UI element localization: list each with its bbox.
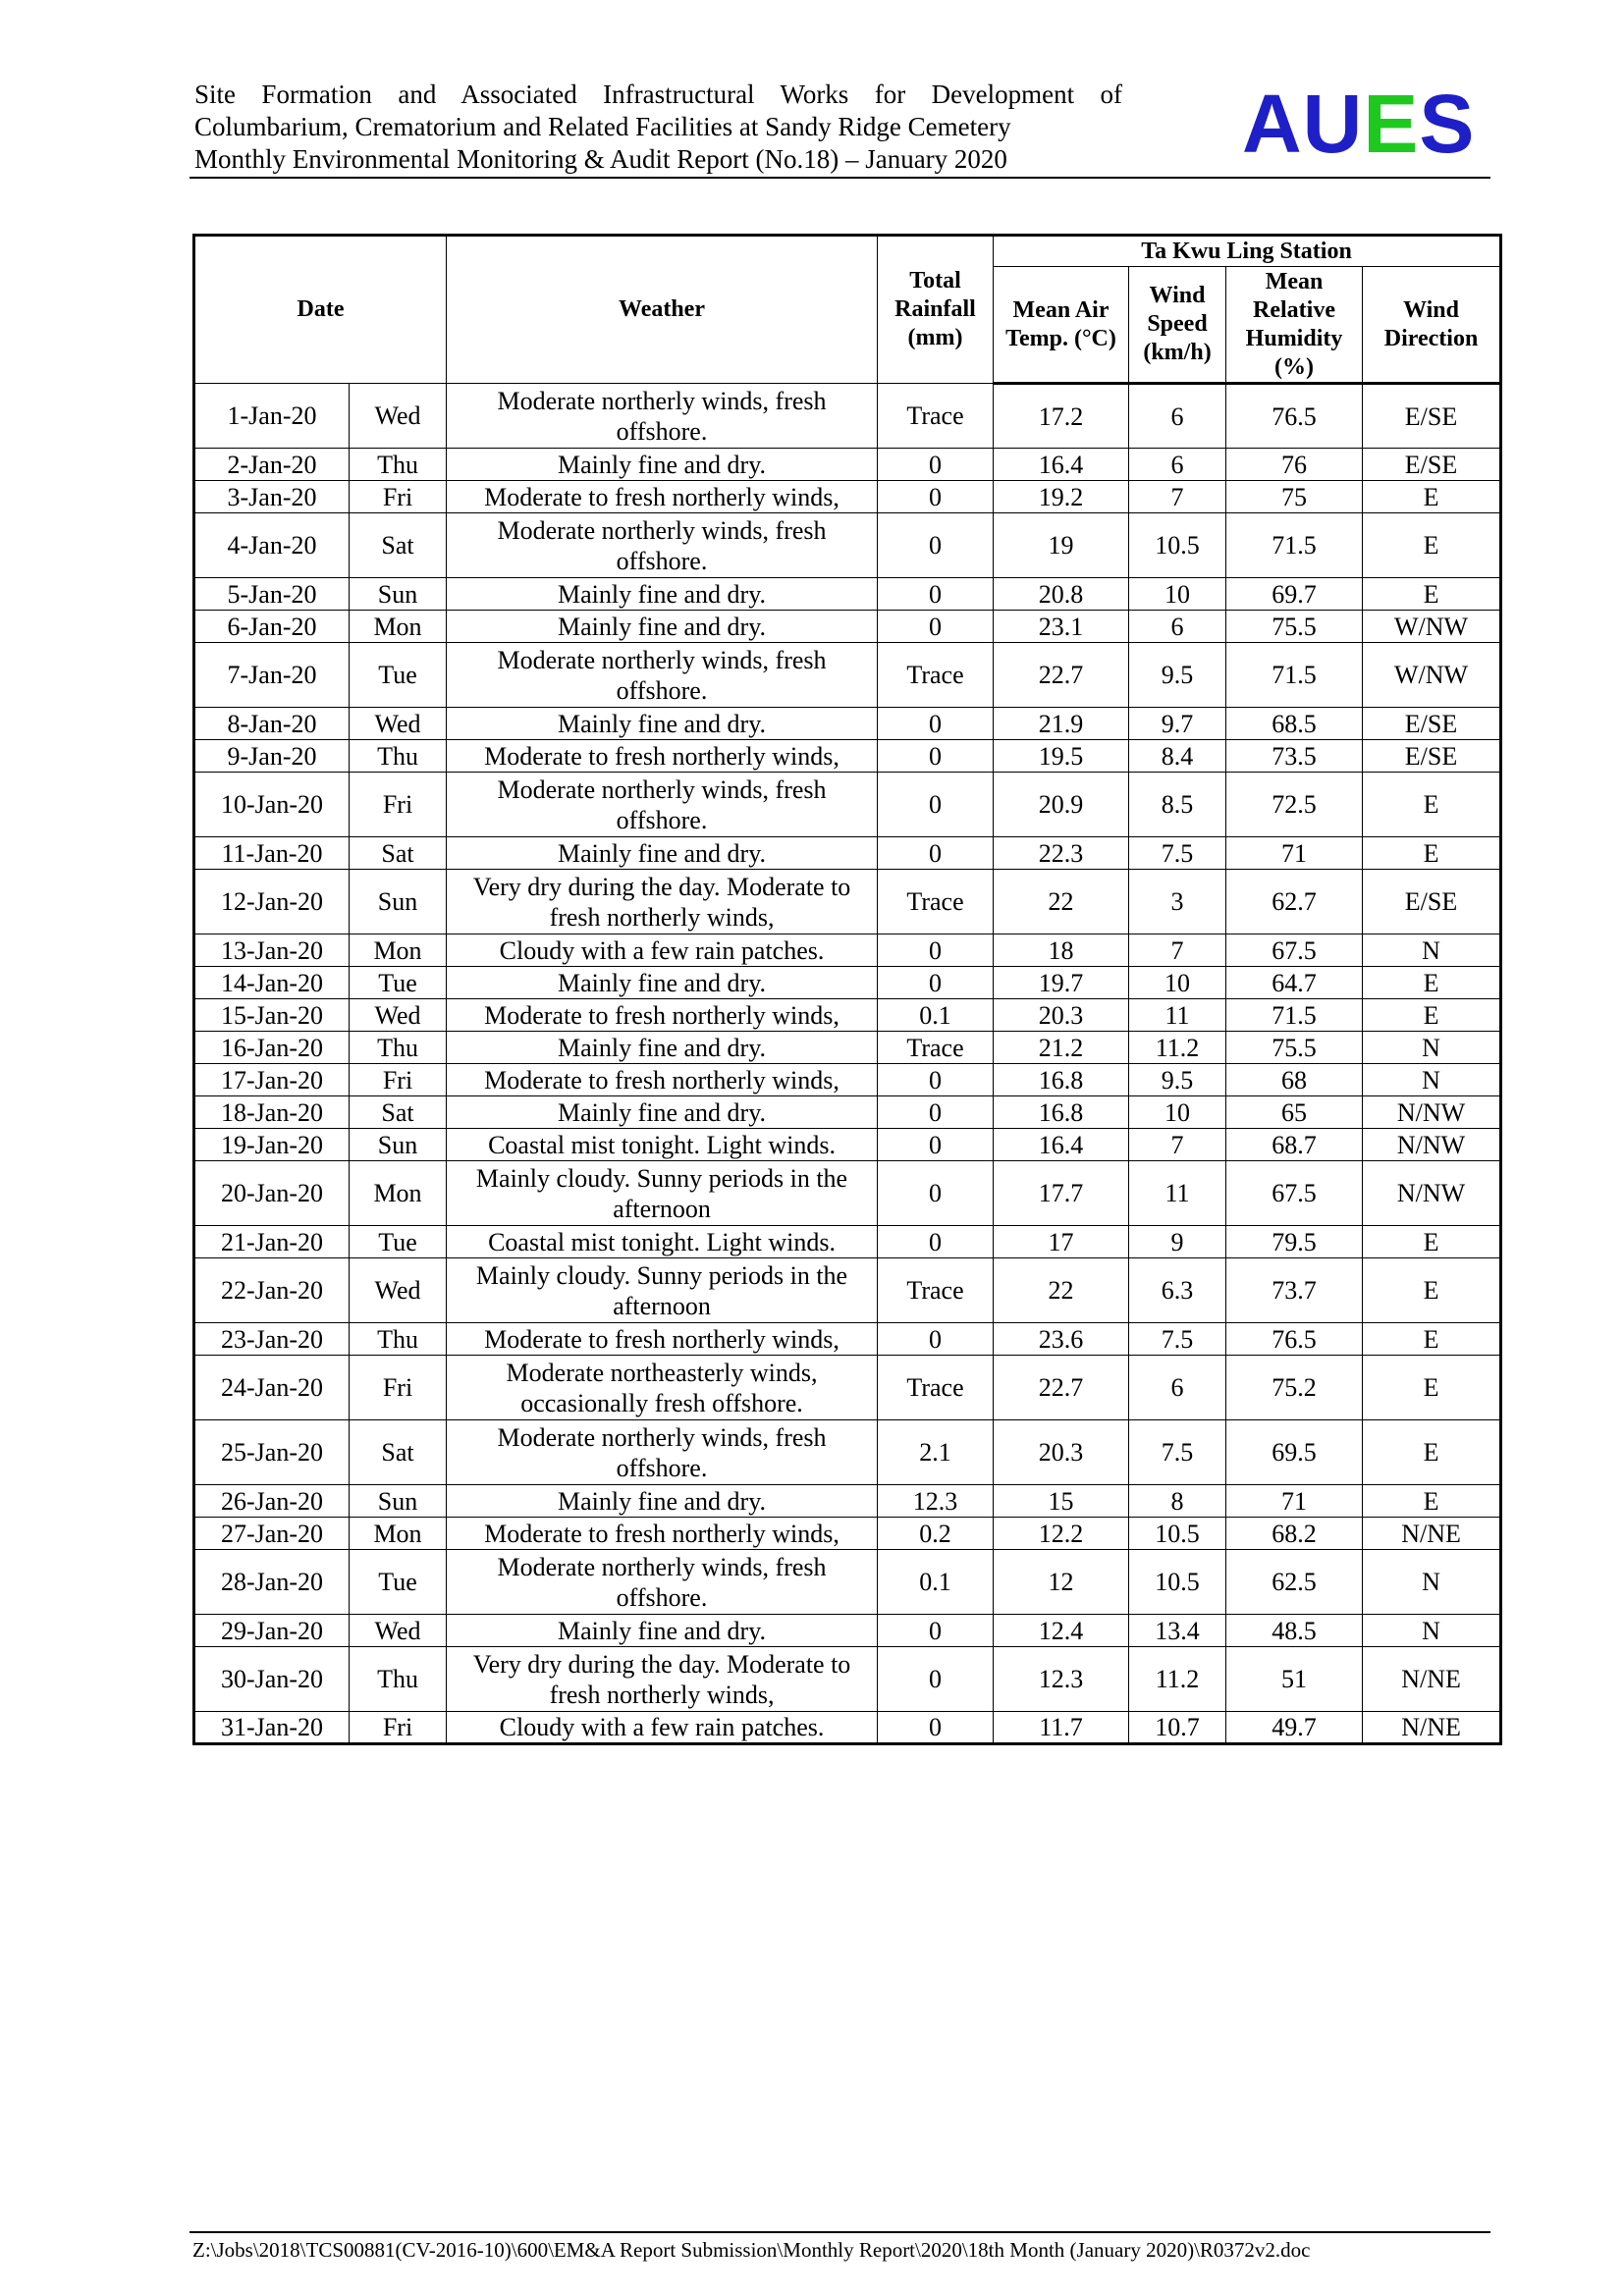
cell-date: 27-Jan-20 (194, 1518, 350, 1550)
cell-wind-direction: E (1363, 1356, 1501, 1420)
cell-temp: 16.4 (994, 1129, 1129, 1161)
header-rainfall: Total Rainfall (mm) (878, 236, 994, 384)
cell-wind-direction: E/SE (1363, 708, 1501, 740)
cell-humidity: 75 (1226, 481, 1363, 513)
table-row (194, 1161, 1501, 1226)
cell-wind-speed: 10 (1129, 967, 1226, 999)
cell-wind-speed: 10.5 (1129, 1550, 1226, 1615)
cell-temp: 18 (994, 934, 1129, 967)
cell-temp: 16.8 (994, 1064, 1129, 1096)
cell-wind-speed: 8 (1129, 1485, 1226, 1518)
cell-wind-speed: 9.5 (1129, 643, 1226, 708)
cell-temp: 11.7 (994, 1712, 1129, 1744)
cell-day: Fri (350, 1356, 447, 1420)
cell-date: 15-Jan-20 (194, 999, 350, 1032)
cell-day: Tue (350, 967, 447, 999)
cell-wind-direction: E (1363, 773, 1501, 837)
cell-rainfall: 0 (878, 1226, 994, 1258)
cell-temp: 22 (994, 1258, 1129, 1323)
cell-rainfall: 0 (878, 1096, 994, 1129)
footer-file-path: Z:\Jobs\2018\TCS00881(CV-2016-10)\600\EM&A Report Submission\Monthly Report\2020\18th Month (January 2020)\R0372v2.doc (192, 2238, 1311, 2262)
cell-day: Sun (350, 578, 447, 611)
cell-weather: Moderate northerly winds, fresh offshore. (447, 384, 878, 449)
cell-wind-direction: E (1363, 481, 1501, 513)
table-row (194, 1096, 1501, 1129)
cell-weather: Mainly cloudy. Sunny periods in the afternoon (447, 1258, 878, 1323)
cell-humidity: 73.7 (1226, 1258, 1363, 1323)
cell-wind-direction: N (1363, 1615, 1501, 1647)
cell-weather: Moderate northerly winds, fresh offshore. (447, 513, 878, 578)
cell-rainfall: 0 (878, 740, 994, 773)
table-row (194, 870, 1501, 934)
cell-wind-speed: 10 (1129, 1096, 1226, 1129)
cell-wind-direction: W/NW (1363, 611, 1501, 643)
cell-date: 14-Jan-20 (194, 967, 350, 999)
cell-weather: Mainly fine and dry. (447, 449, 878, 481)
cell-rainfall: 0 (878, 1615, 994, 1647)
cell-wind-speed: 10.7 (1129, 1712, 1226, 1744)
table-row (194, 967, 1501, 999)
cell-weather: Moderate northerly winds, fresh offshore. (447, 1550, 878, 1615)
cell-humidity: 75.5 (1226, 1032, 1363, 1064)
cell-humidity: 72.5 (1226, 773, 1363, 837)
cell-day: Thu (350, 1647, 447, 1712)
cell-humidity: 65 (1226, 1096, 1363, 1129)
cell-weather: Mainly fine and dry. (447, 1615, 878, 1647)
header-line-1: Site Formation and Associated Infrastructural Works for Development of (194, 80, 1122, 109)
cell-weather: Moderate to fresh northerly winds, (447, 1064, 878, 1096)
table-row (194, 1712, 1501, 1744)
logo-part-1: AU (1242, 78, 1364, 170)
cell-rainfall: 2.1 (878, 1420, 994, 1485)
cell-humidity: 48.5 (1226, 1615, 1363, 1647)
cell-rainfall: 0 (878, 967, 994, 999)
cell-date: 17-Jan-20 (194, 1064, 350, 1096)
cell-humidity: 76 (1226, 449, 1363, 481)
cell-weather: Moderate northerly winds, fresh offshore. (447, 643, 878, 708)
cell-weather: Cloudy with a few rain patches. (447, 934, 878, 967)
cell-wind-direction: E (1363, 837, 1501, 870)
cell-date: 24-Jan-20 (194, 1356, 350, 1420)
cell-temp: 21.9 (994, 708, 1129, 740)
cell-wind-direction: E/SE (1363, 384, 1501, 449)
cell-wind-direction: E/SE (1363, 740, 1501, 773)
cell-wind-speed: 7.5 (1129, 837, 1226, 870)
table-row (194, 1129, 1501, 1161)
table-row (194, 481, 1501, 513)
cell-humidity: 75.2 (1226, 1356, 1363, 1420)
cell-rainfall: 0 (878, 1064, 994, 1096)
cell-date: 31-Jan-20 (194, 1712, 350, 1744)
cell-weather: Very dry during the day. Moderate to fresh northerly winds, (447, 1647, 878, 1712)
cell-temp: 16.8 (994, 1096, 1129, 1129)
cell-day: Wed (350, 708, 447, 740)
cell-wind-speed: 8.4 (1129, 740, 1226, 773)
cell-date: 30-Jan-20 (194, 1647, 350, 1712)
cell-wind-speed: 8.5 (1129, 773, 1226, 837)
cell-temp: 22.7 (994, 1356, 1129, 1420)
cell-weather: Moderate to fresh northerly winds, (447, 481, 878, 513)
cell-date: 10-Jan-20 (194, 773, 350, 837)
cell-date: 7-Jan-20 (194, 643, 350, 708)
table-row (194, 1647, 1501, 1712)
cell-wind-direction: N (1363, 1064, 1501, 1096)
cell-wind-direction: E (1363, 578, 1501, 611)
cell-date: 23-Jan-20 (194, 1323, 350, 1356)
cell-rainfall: Trace (878, 1258, 994, 1323)
cell-weather: Mainly fine and dry. (447, 1032, 878, 1064)
cell-day: Tue (350, 643, 447, 708)
cell-date: 12-Jan-20 (194, 870, 350, 934)
cell-weather: Moderate to fresh northerly winds, (447, 1518, 878, 1550)
cell-date: 19-Jan-20 (194, 1129, 350, 1161)
cell-wind-direction: N/NE (1363, 1518, 1501, 1550)
cell-rainfall: Trace (878, 870, 994, 934)
cell-date: 20-Jan-20 (194, 1161, 350, 1226)
cell-weather: Mainly fine and dry. (447, 708, 878, 740)
cell-rainfall: 0 (878, 1323, 994, 1356)
cell-weather: Coastal mist tonight. Light winds. (447, 1129, 878, 1161)
cell-wind-speed: 9 (1129, 1226, 1226, 1258)
table-row (194, 1518, 1501, 1550)
table-row (194, 1485, 1501, 1518)
cell-date: 11-Jan-20 (194, 837, 350, 870)
table-row (194, 384, 1501, 449)
cell-wind-speed: 10 (1129, 578, 1226, 611)
table-row (194, 1258, 1501, 1323)
cell-rainfall: 0 (878, 449, 994, 481)
cell-day: Thu (350, 1032, 447, 1064)
cell-rainfall: Trace (878, 1032, 994, 1064)
cell-day: Sat (350, 513, 447, 578)
cell-rainfall: 0 (878, 1161, 994, 1226)
cell-temp: 19.5 (994, 740, 1129, 773)
cell-rainfall: 0 (878, 1647, 994, 1712)
cell-wind-speed: 6 (1129, 449, 1226, 481)
cell-day: Sun (350, 1129, 447, 1161)
cell-weather: Moderate northerly winds, fresh offshore. (447, 773, 878, 837)
table-row (194, 1226, 1501, 1258)
cell-temp: 23.6 (994, 1323, 1129, 1356)
cell-temp: 22.3 (994, 837, 1129, 870)
cell-day: Wed (350, 999, 447, 1032)
table-row (194, 708, 1501, 740)
cell-day: Tue (350, 1550, 447, 1615)
cell-date: 4-Jan-20 (194, 513, 350, 578)
cell-temp: 17 (994, 1226, 1129, 1258)
cell-rainfall: 0.1 (878, 999, 994, 1032)
cell-humidity: 69.7 (1226, 578, 1363, 611)
cell-humidity: 67.5 (1226, 1161, 1363, 1226)
cell-day: Sat (350, 1420, 447, 1485)
cell-rainfall: 0 (878, 773, 994, 837)
cell-weather: Very dry during the day. Moderate to fresh northerly winds, (447, 870, 878, 934)
cell-humidity: 62.5 (1226, 1550, 1363, 1615)
cell-humidity: 49.7 (1226, 1712, 1363, 1744)
cell-day: Sat (350, 1096, 447, 1129)
cell-temp: 20.3 (994, 999, 1129, 1032)
weather-data-table (192, 234, 1502, 1745)
table-row (194, 934, 1501, 967)
cell-humidity: 71.5 (1226, 999, 1363, 1032)
cell-humidity: 76.5 (1226, 384, 1363, 449)
table-row (194, 1323, 1501, 1356)
cell-rainfall: Trace (878, 643, 994, 708)
cell-date: 25-Jan-20 (194, 1420, 350, 1485)
cell-temp: 17.7 (994, 1161, 1129, 1226)
cell-wind-direction: N/NE (1363, 1647, 1501, 1712)
table-row (194, 578, 1501, 611)
cell-temp: 21.2 (994, 1032, 1129, 1064)
cell-temp: 12.2 (994, 1518, 1129, 1550)
cell-wind-speed: 9.5 (1129, 1064, 1226, 1096)
cell-wind-direction: N/NW (1363, 1129, 1501, 1161)
cell-humidity: 76.5 (1226, 1323, 1363, 1356)
cell-humidity: 62.7 (1226, 870, 1363, 934)
cell-weather: Mainly fine and dry. (447, 1096, 878, 1129)
cell-day: Mon (350, 611, 447, 643)
cell-wind-speed: 11 (1129, 1161, 1226, 1226)
cell-day: Thu (350, 740, 447, 773)
cell-rainfall: 0.1 (878, 1550, 994, 1615)
cell-date: 26-Jan-20 (194, 1485, 350, 1518)
cell-wind-direction: N/NW (1363, 1161, 1501, 1226)
cell-wind-direction: E (1363, 1258, 1501, 1323)
cell-humidity: 67.5 (1226, 934, 1363, 967)
header-wind-speed: Wind Speed (km/h) (1129, 267, 1226, 384)
cell-date: 5-Jan-20 (194, 578, 350, 611)
cell-wind-speed: 7 (1129, 1129, 1226, 1161)
cell-date: 2-Jan-20 (194, 449, 350, 481)
table-row (194, 1032, 1501, 1064)
cell-weather: Mainly fine and dry. (447, 1485, 878, 1518)
cell-humidity: 71 (1226, 1485, 1363, 1518)
cell-rainfall: 0.2 (878, 1518, 994, 1550)
cell-wind-direction: E/SE (1363, 870, 1501, 934)
cell-day: Fri (350, 773, 447, 837)
cell-rainfall: 0 (878, 1712, 994, 1744)
cell-temp: 20.8 (994, 578, 1129, 611)
cell-weather: Moderate northerly winds, fresh offshore. (447, 1420, 878, 1485)
header-wind-direction: Wind Direction (1363, 267, 1501, 384)
header-line-2: Columbarium, Crematorium and Related Facilities at Sandy Ridge Cemetery (194, 112, 1011, 141)
cell-weather: Moderate to fresh northerly winds, (447, 740, 878, 773)
header-line-3: Monthly Environmental Monitoring & Audit Report (No.18) – January 2020 (194, 144, 1007, 174)
table-row (194, 740, 1501, 773)
cell-wind-direction: E (1363, 1323, 1501, 1356)
cell-temp: 19.2 (994, 481, 1129, 513)
cell-day: Fri (350, 1712, 447, 1744)
cell-day: Wed (350, 1615, 447, 1647)
cell-date: 1-Jan-20 (194, 384, 350, 449)
cell-date: 22-Jan-20 (194, 1258, 350, 1323)
cell-date: 18-Jan-20 (194, 1096, 350, 1129)
cell-humidity: 68.2 (1226, 1518, 1363, 1550)
cell-date: 6-Jan-20 (194, 611, 350, 643)
cell-day: Sat (350, 837, 447, 870)
cell-rainfall: 0 (878, 611, 994, 643)
cell-humidity: 71.5 (1226, 513, 1363, 578)
cell-wind-speed: 11 (1129, 999, 1226, 1032)
cell-wind-speed: 9.7 (1129, 708, 1226, 740)
cell-temp: 19 (994, 513, 1129, 578)
table-row (194, 1615, 1501, 1647)
cell-weather: Cloudy with a few rain patches. (447, 1712, 878, 1744)
logo-part-2: E (1363, 78, 1420, 170)
cell-wind-direction: W/NW (1363, 643, 1501, 708)
table-row (194, 1356, 1501, 1420)
cell-day: Wed (350, 384, 447, 449)
report-header (194, 79, 1122, 176)
table-row (194, 611, 1501, 643)
cell-wind-speed: 13.4 (1129, 1615, 1226, 1647)
cell-humidity: 69.5 (1226, 1420, 1363, 1485)
table-row (194, 513, 1501, 578)
cell-weather: Mainly fine and dry. (447, 837, 878, 870)
cell-humidity: 71 (1226, 837, 1363, 870)
cell-day: Fri (350, 481, 447, 513)
cell-temp: 22.7 (994, 643, 1129, 708)
cell-weather: Moderate northeasterly winds, occasionally fresh offshore. (447, 1356, 878, 1420)
cell-humidity: 71.5 (1226, 643, 1363, 708)
cell-wind-direction: E/SE (1363, 449, 1501, 481)
cell-day: Mon (350, 1518, 447, 1550)
header-divider (189, 177, 1490, 179)
cell-humidity: 68.5 (1226, 708, 1363, 740)
cell-rainfall: 0 (878, 578, 994, 611)
cell-wind-speed: 7 (1129, 481, 1226, 513)
cell-day: Mon (350, 934, 447, 967)
cell-humidity: 75.5 (1226, 611, 1363, 643)
cell-wind-speed: 3 (1129, 870, 1226, 934)
cell-temp: 12.4 (994, 1615, 1129, 1647)
cell-day: Sun (350, 1485, 447, 1518)
cell-rainfall: Trace (878, 384, 994, 449)
cell-temp: 12.3 (994, 1647, 1129, 1712)
table-row (194, 643, 1501, 708)
cell-wind-speed: 6 (1129, 611, 1226, 643)
cell-wind-direction: E (1363, 1226, 1501, 1258)
cell-date: 13-Jan-20 (194, 934, 350, 967)
cell-rainfall: 0 (878, 481, 994, 513)
cell-temp: 20.9 (994, 773, 1129, 837)
cell-humidity: 68.7 (1226, 1129, 1363, 1161)
cell-humidity: 68 (1226, 1064, 1363, 1096)
cell-wind-speed: 7.5 (1129, 1323, 1226, 1356)
table-row (194, 1064, 1501, 1096)
cell-date: 21-Jan-20 (194, 1226, 350, 1258)
cell-date: 3-Jan-20 (194, 481, 350, 513)
cell-wind-direction: E (1363, 1485, 1501, 1518)
cell-rainfall: Trace (878, 1356, 994, 1420)
cell-day: Fri (350, 1064, 447, 1096)
cell-wind-speed: 6 (1129, 1356, 1226, 1420)
cell-wind-speed: 7.5 (1129, 1420, 1226, 1485)
cell-temp: 17.2 (994, 384, 1129, 449)
cell-weather: Mainly cloudy. Sunny periods in the afternoon (447, 1161, 878, 1226)
cell-wind-direction: E (1363, 967, 1501, 999)
cell-date: 8-Jan-20 (194, 708, 350, 740)
aues-logo (1242, 78, 1476, 170)
cell-weather: Coastal mist tonight. Light winds. (447, 1226, 878, 1258)
cell-date: 9-Jan-20 (194, 740, 350, 773)
table-row (194, 1550, 1501, 1615)
header-temp: Mean Air Temp. (°C) (994, 267, 1129, 384)
table-row (194, 773, 1501, 837)
table-row (194, 999, 1501, 1032)
cell-temp: 15 (994, 1485, 1129, 1518)
cell-weather: Moderate to fresh northerly winds, (447, 999, 878, 1032)
cell-wind-speed: 6.3 (1129, 1258, 1226, 1323)
table-row (194, 1420, 1501, 1485)
header-date: Date (194, 236, 447, 384)
cell-weather: Moderate to fresh northerly winds, (447, 1323, 878, 1356)
cell-wind-direction: E (1363, 513, 1501, 578)
cell-wind-direction: N (1363, 934, 1501, 967)
cell-temp: 20.3 (994, 1420, 1129, 1485)
cell-temp: 19.7 (994, 967, 1129, 999)
cell-humidity: 64.7 (1226, 967, 1363, 999)
cell-humidity: 79.5 (1226, 1226, 1363, 1258)
cell-rainfall: 0 (878, 1129, 994, 1161)
cell-temp: 23.1 (994, 611, 1129, 643)
cell-temp: 16.4 (994, 449, 1129, 481)
header-station: Ta Kwu Ling Station (994, 236, 1501, 267)
logo-part-3: S (1419, 78, 1476, 170)
cell-humidity: 51 (1226, 1647, 1363, 1712)
cell-weather: Mainly fine and dry. (447, 967, 878, 999)
cell-wind-speed: 10.5 (1129, 1518, 1226, 1550)
cell-day: Thu (350, 449, 447, 481)
cell-day: Wed (350, 1258, 447, 1323)
cell-rainfall: 0 (878, 837, 994, 870)
cell-wind-speed: 7 (1129, 934, 1226, 967)
cell-wind-speed: 10.5 (1129, 513, 1226, 578)
cell-date: 29-Jan-20 (194, 1615, 350, 1647)
cell-rainfall: 0 (878, 934, 994, 967)
cell-wind-direction: N (1363, 1550, 1501, 1615)
cell-day: Sun (350, 870, 447, 934)
cell-weather: Mainly fine and dry. (447, 611, 878, 643)
cell-date: 28-Jan-20 (194, 1550, 350, 1615)
cell-wind-speed: 6 (1129, 384, 1226, 449)
cell-weather: Mainly fine and dry. (447, 578, 878, 611)
header-weather: Weather (447, 236, 878, 384)
cell-day: Mon (350, 1161, 447, 1226)
cell-wind-speed: 11.2 (1129, 1647, 1226, 1712)
table-row (194, 837, 1501, 870)
footer-divider (189, 2231, 1490, 2233)
cell-wind-direction: N/NW (1363, 1096, 1501, 1129)
cell-wind-direction: E (1363, 999, 1501, 1032)
cell-wind-direction: N/NE (1363, 1712, 1501, 1744)
cell-wind-speed: 11.2 (1129, 1032, 1226, 1064)
cell-day: Tue (350, 1226, 447, 1258)
cell-temp: 12 (994, 1550, 1129, 1615)
cell-day: Thu (350, 1323, 447, 1356)
cell-temp: 22 (994, 870, 1129, 934)
cell-rainfall: 12.3 (878, 1485, 994, 1518)
table-row (194, 449, 1501, 481)
header-humidity: Mean Relative Humidity (%) (1226, 267, 1363, 384)
cell-humidity: 73.5 (1226, 740, 1363, 773)
cell-wind-direction: E (1363, 1420, 1501, 1485)
cell-rainfall: 0 (878, 708, 994, 740)
cell-rainfall: 0 (878, 513, 994, 578)
cell-wind-direction: N (1363, 1032, 1501, 1064)
cell-date: 16-Jan-20 (194, 1032, 350, 1064)
